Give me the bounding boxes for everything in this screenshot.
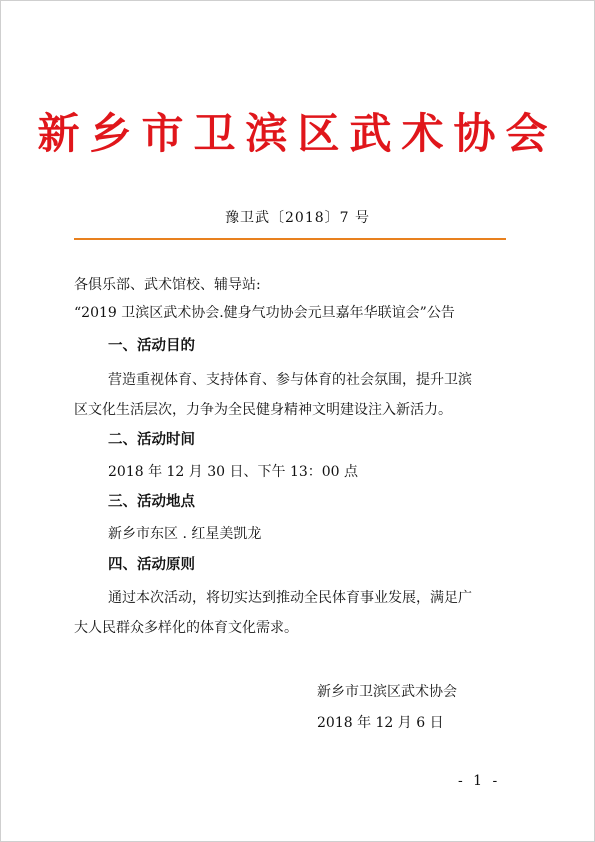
section-text-line: 营造重视体育、支持体育、参与体育的社会氛围，提升卫滨: [108, 372, 472, 388]
document-header-title: 新乡市卫滨区武术协会: [37, 109, 558, 158]
signature-date: 2018 年 12 月 6 日: [317, 715, 444, 731]
section-text-line: 2018 年 12 月 30 日、下午 13：00 点: [108, 464, 359, 480]
header-divider: [74, 238, 506, 240]
section-heading-time: 二、活动时间: [108, 432, 195, 448]
section-text-line: 区文化生活层次，力争为全民健身精神文明建设注入新活力。: [74, 402, 452, 418]
section-heading-purpose: 一、活动目的: [108, 338, 195, 354]
document-number: 豫卫武〔2018〕7 号: [225, 210, 370, 226]
section-text-line: 通过本次活动，将切实达到推动全民体育事业发展，满足广: [108, 590, 472, 606]
signature-organization: 新乡市卫滨区武术协会: [317, 684, 457, 700]
page-number: - 1 -: [458, 773, 501, 789]
announcement-subject: “2019 卫滨区武术协会.健身气功协会元旦嘉年华联谊会”公告: [74, 305, 455, 321]
section-heading-principle: 四、活动原则: [108, 557, 195, 573]
salutation: 各俱乐部、武术馆校、辅导站:: [74, 277, 261, 293]
section-text-line: 大人民群众多样化的体育文化需求。: [74, 620, 298, 636]
section-heading-location: 三、活动地点: [108, 494, 195, 510]
section-text-line: 新乡市东区 . 红星美凯龙: [108, 526, 262, 542]
